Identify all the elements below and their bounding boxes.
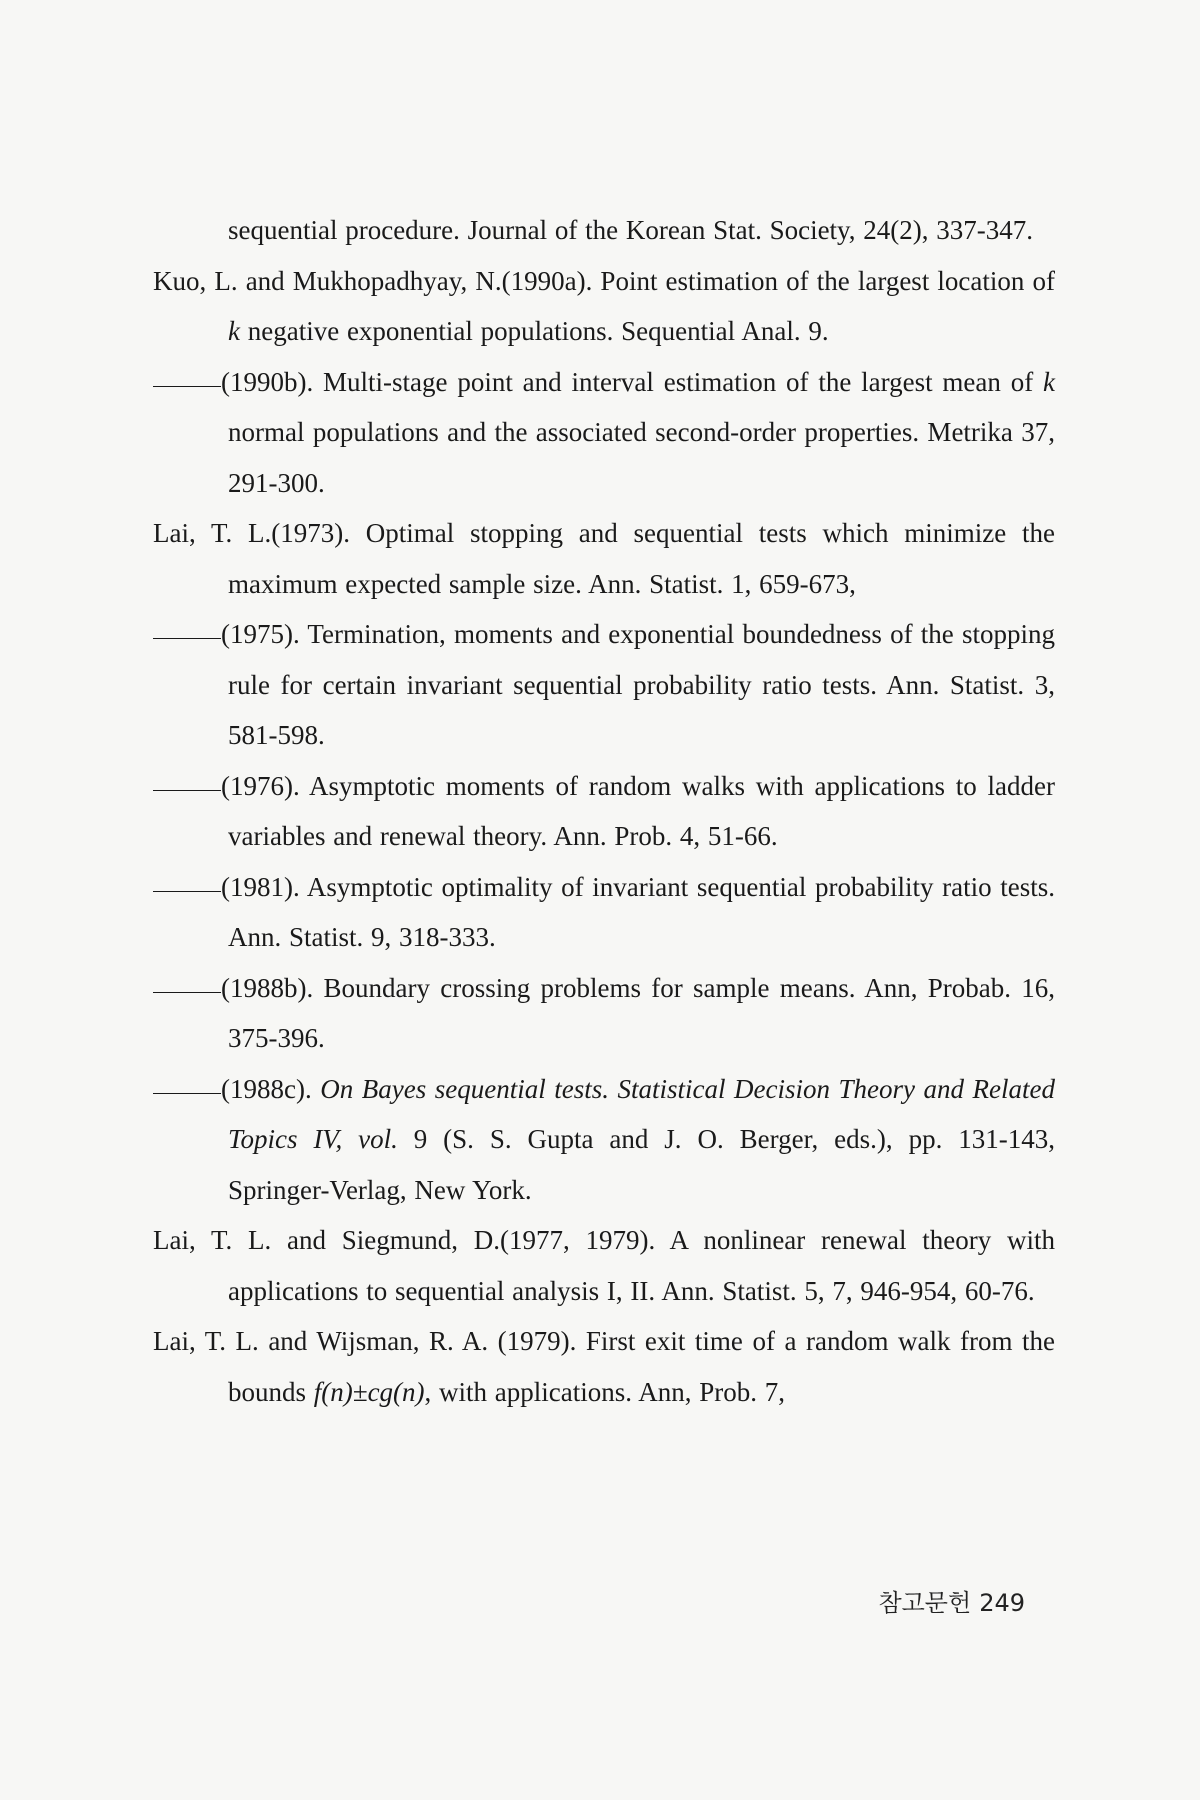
- page-number: 249: [979, 1589, 1025, 1617]
- reference-italic-text: On Bayes sequential tests. Statistical Decision Theory and Related Topics IV, vol.: [228, 1073, 1055, 1154]
- reference-text: normal populations and the associated second-order properties. Metrika 37, 291-300.: [228, 417, 1055, 498]
- repeat-author-dash: [153, 637, 221, 639]
- repeat-author-dash: [153, 385, 221, 387]
- reference-italic-text: f(n)±cg(n): [313, 1376, 425, 1407]
- reference-text: sequential procedure. Journal of the Korean Stat. Society, 24(2), 337-347.: [228, 215, 1034, 245]
- reference-entry-lai-1988c: [0, 1064, 1200, 1216]
- reference-text: Lai, T. L.(1973). Optimal stopping and sequential tests which minimize the maximum expected sample size. Ann. Statist. 1, 659-673,: [153, 518, 1055, 599]
- reference-entry-kuo-1990a: [0, 256, 1200, 357]
- reference-italic-text: k: [1043, 366, 1055, 397]
- footer-section-label: 참고문헌: [878, 1589, 972, 1617]
- reference-text: negative exponential populations. Sequential Anal. 9.: [239, 316, 829, 346]
- repeat-author-dash: [153, 789, 221, 791]
- reference-text: 9 (S. S. Gupta and J. O. Berger, eds.), pp. 131-143, Springer-Verlag, New York.: [228, 1124, 1055, 1205]
- reference-entry-lai-1973: [0, 508, 1200, 609]
- reference-entry-lai-1976: [0, 761, 1200, 862]
- reference-text: (1975). Termination, moments and exponential boundedness of the stopping rule for certain invariant sequential probability ratio tests. Ann. Statist. 3, 581-598.: [221, 619, 1055, 750]
- reference-entry-lai-siegmund: [0, 1215, 1200, 1316]
- reference-entry-lai-1975: [0, 609, 1200, 761]
- reference-text: , with applications. Ann, Prob. 7,: [424, 1376, 786, 1407]
- reference-text: Kuo, L. and Mukhopadhyay, N.(1990a). Point estimation of the largest location of: [153, 265, 1055, 296]
- reference-text: Lai, T. L. and Siegmund, D.(1977, 1979). A nonlinear renewal theory with applications to sequential analysis I, II. Ann. Statist. 5, 7, 946-954, 60-76.: [153, 1225, 1055, 1306]
- repeat-author-dash: [153, 1092, 221, 1094]
- reference-entry-lai-wijsman: [0, 1316, 1200, 1417]
- reference-list: [0, 205, 1200, 1417]
- reference-entry-lai-1981: [0, 862, 1200, 963]
- reference-text: (1981). Asymptotic optimality of invariant sequential probability ratio tests. Ann. Statist. 9, 318-333.: [221, 871, 1055, 952]
- reference-text: (1976). Asymptotic moments of random walks with applications to ladder variables and renewal theory. Ann. Prob. 4, 51-66.: [221, 770, 1055, 851]
- reference-entry-kuo-1990b: [0, 357, 1200, 509]
- reference-italic-text: k: [228, 316, 240, 346]
- reference-text: Lai, T. L. and Wijsman, R. A. (1979). First exit time of a random walk from the bounds: [153, 1326, 1055, 1407]
- page-footer: [870, 1583, 1025, 1618]
- repeat-author-dash: [153, 991, 221, 993]
- repeat-author-dash: [153, 890, 221, 892]
- reference-text: (1988b). Boundary crossing problems for sample means. Ann, Probab. 16, 375-396.: [221, 972, 1055, 1053]
- reference-entry-kuo-prev-cont: [0, 205, 1200, 256]
- reference-text: (1988c).: [221, 1073, 321, 1104]
- reference-text: (1990b). Multi-stage point and interval estimation of the largest mean of: [221, 366, 1044, 397]
- reference-entry-lai-1988b: [0, 963, 1200, 1064]
